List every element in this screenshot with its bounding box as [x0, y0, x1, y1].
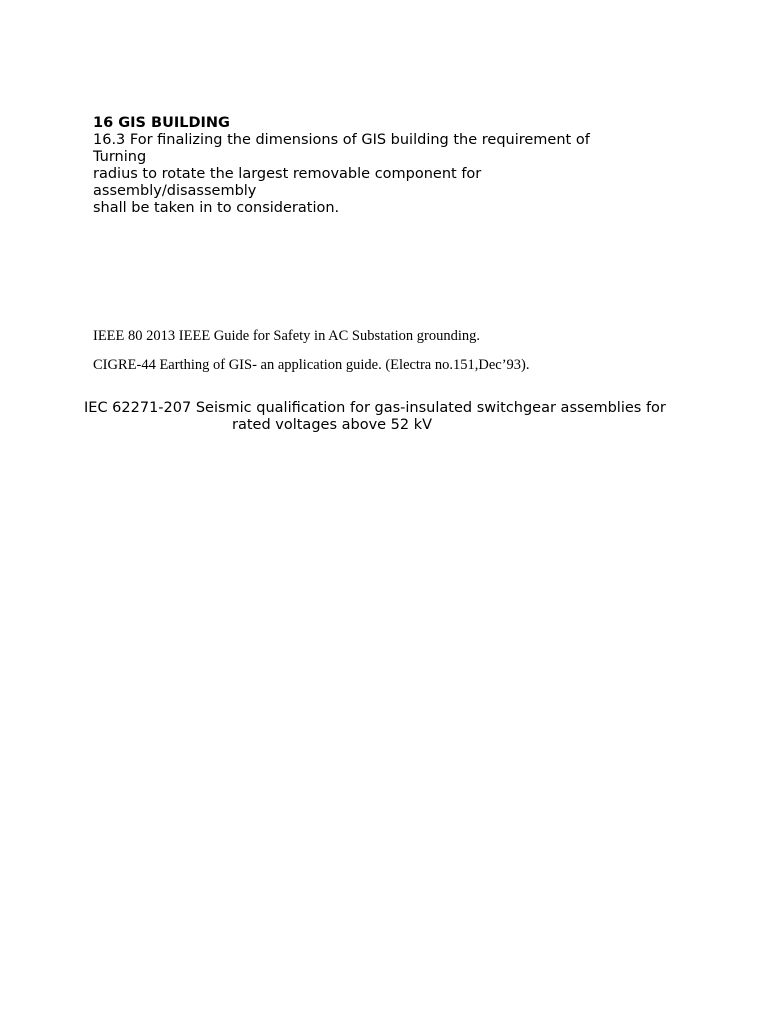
reference-iec-line: rated voltages above 52 kV — [232, 417, 433, 433]
gis-building-section — [93, 115, 693, 217]
section-text-line: Turning — [93, 149, 147, 165]
section-text-line: assembly/disassembly — [93, 183, 257, 199]
section-text-line: 16.3 For finalizing the dimensions of GIS building the requirement of — [93, 132, 590, 148]
reference-ieee: IEEE 80 2013 IEEE Guide for Safety in AC Substation grounding. — [93, 328, 481, 344]
section-heading: 16 GIS BUILDING — [93, 115, 230, 131]
section-text-line: shall be taken in to consideration. — [93, 200, 340, 216]
reference-iec — [84, 400, 684, 434]
reference-iec-line: IEC 62271-207 Seismic qualification for gas-insulated switchgear assemblies for — [84, 400, 666, 416]
section-text-line: radius to rotate the largest removable component for — [93, 166, 482, 182]
reference-cigre: CIGRE-44 Earthing of GIS- an application guide. (Electra no.151,Dec’93). — [93, 357, 530, 373]
